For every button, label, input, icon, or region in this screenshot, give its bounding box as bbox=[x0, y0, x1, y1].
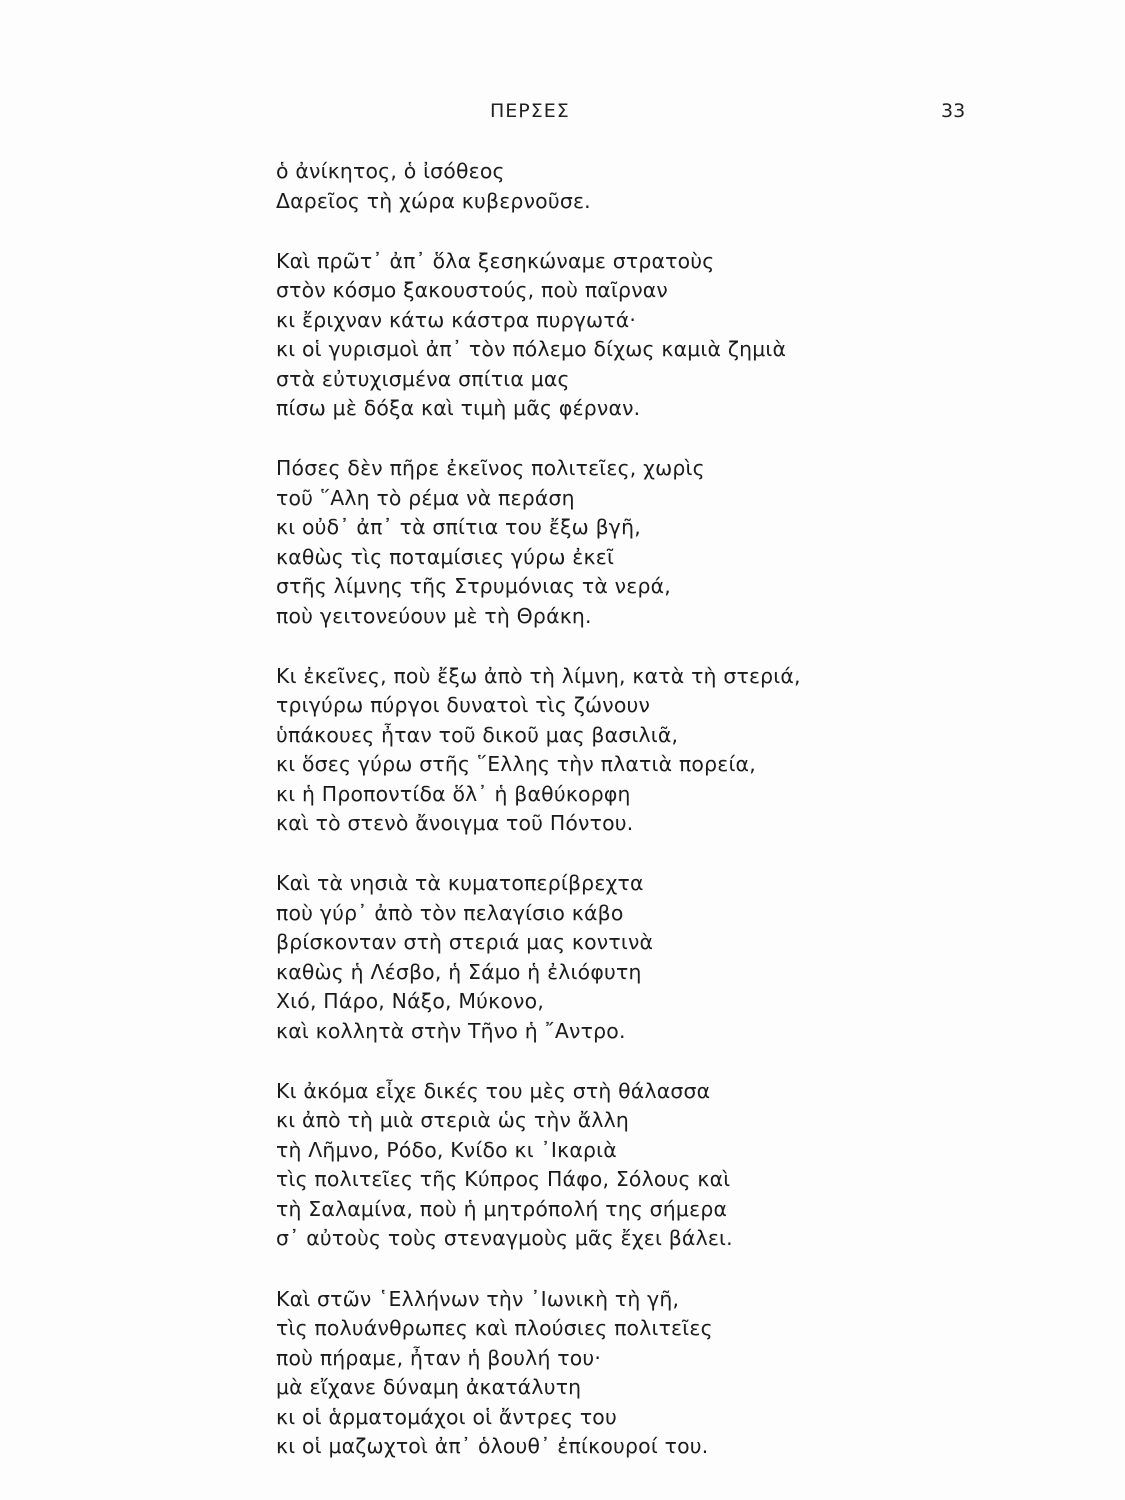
poem-line: καὶ κολλητὰ στὴν Τῆνο ἡ ῎Αντρο. bbox=[276, 1018, 626, 1043]
poem-line: τοῦ ῞Αλη τὸ ρέμα νὰ περάση bbox=[276, 485, 575, 510]
poem-line: μὰ εἴχανε δύναμη ἀκατάλυτη bbox=[276, 1375, 582, 1400]
poem-line: πίσω μὲ δόξα καὶ τιμὴ μᾶς φέρναν. bbox=[276, 396, 641, 421]
poem-line: Καὶ στῶν ῾Ελλήνων τὴν ᾿Ιωνικὴ τὴ γῆ, bbox=[276, 1286, 680, 1311]
stanza bbox=[276, 247, 916, 424]
poem-line: Καὶ τὰ νησιὰ τὰ κυματοπερίβρεχτα bbox=[276, 871, 644, 896]
poem-line: καθὼς τὶς ποταμίσιες γύρω ἐκεῖ bbox=[276, 544, 615, 569]
poem-line: βρίσκονταν στὴ στεριά μας κοντινὰ bbox=[276, 930, 654, 955]
running-title: ΠΕΡΣΕΣ bbox=[490, 100, 570, 122]
poem-line: Κι ἀκόμα εἶχε δικές του μὲς στὴ θάλασσα bbox=[276, 1078, 711, 1103]
stanza bbox=[276, 869, 916, 1046]
poem-line: σ᾿ αὐτοὺς τοὺς στεναγμοὺς μᾶς ἔχει βάλει. bbox=[276, 1226, 733, 1251]
poem-line: στῆς λίμνης τῆς Στρυμόνιας τὰ νερά, bbox=[276, 574, 671, 599]
poem-line: Δαρεῖος τὴ χώρα κυβερνοῦσε. bbox=[276, 188, 591, 213]
poem-line: κι ἔριχναν κάτω κάστρα πυργωτά· bbox=[276, 307, 637, 332]
stanza bbox=[276, 157, 916, 216]
poem-line: ὁ ἀνίκητος, ὁ ἰσόθεος bbox=[276, 159, 505, 183]
poem-line: τὶς πολυάνθρωπες καὶ πλούσιες πολιτεῖες bbox=[276, 1316, 713, 1341]
poem-line: στὸν κόσμο ξακουστούς, ποὺ παῖρναν bbox=[276, 278, 669, 303]
stanza bbox=[276, 454, 916, 631]
poem-line: κι οὐδ᾿ ἀπ᾿ τὰ σπίτια του ἔξω βγῆ, bbox=[276, 515, 641, 540]
poem-line: τριγύρω πύργοι δυνατοὶ τὶς ζώνουν bbox=[276, 693, 651, 718]
poem-line: τὴ Σαλαμίνα, ποὺ ἡ μητρόπολή της σήμερα bbox=[276, 1196, 728, 1221]
poem-line: Πόσες δὲν πῆρε ἐκεῖνος πολιτεῖες, χωρὶς bbox=[276, 456, 705, 481]
stanza bbox=[276, 662, 916, 839]
poem-line: Κι ἐκεῖνες, ποὺ ἔξω ἀπὸ τὴ λίμνη, κατὰ τὴ στεριά, bbox=[276, 663, 801, 688]
poem-line: καθὼς ἡ Λέσβο, ἡ Σάμο ἡ ἐλιόφυτη bbox=[276, 959, 642, 984]
poem-line: ποὺ γύρ᾿ ἀπὸ τὸν πελαγίσιο κάβο bbox=[276, 900, 624, 925]
poem-line: ὑπάκουες ἦταν τοῦ δικοῦ μας βασιλιᾶ, bbox=[276, 722, 679, 747]
poem-line: Καὶ πρῶτ᾿ ἀπ᾿ ὅλα ξεσηκώναμε στρατοὺς bbox=[276, 248, 715, 273]
poem-line: τὶς πολιτεῖες τῆς Κύπρος Πάφο, Σόλους καὶ bbox=[276, 1167, 731, 1192]
poem-line: κι οἱ γυρισμοὶ ἀπ᾿ τὸν πόλεμο δίχως καμιὰ ζημιὰ bbox=[276, 337, 787, 362]
poem-line: κι ὅσες γύρω στῆς ῞Ελλης τὴν πλατιὰ πορεία, bbox=[276, 752, 756, 777]
poem-line: τὴ Λῆμνο, Ρόδο, Κνίδο κι ᾿Ικαριὰ bbox=[276, 1137, 617, 1162]
poem-line: Χιό, Πάρο, Νάξο, Μύκονο, bbox=[276, 989, 544, 1014]
poem-line: κι οἱ ἁρματομάχοι οἱ ἄντρες του bbox=[276, 1404, 617, 1429]
poem-line: ποὺ γειτονεύουν μὲ τὴ Θράκη. bbox=[276, 603, 592, 628]
poem-line: ποὺ πήραμε, ἦταν ἡ βουλή του· bbox=[276, 1345, 602, 1370]
stanza bbox=[276, 1285, 916, 1462]
stanza bbox=[276, 1077, 916, 1254]
poem-line: κι ἡ Προποντίδα ὅλ᾿ ἡ βαθύκορφη bbox=[276, 781, 631, 806]
running-head bbox=[0, 100, 1125, 130]
poem-line: κι ἀπὸ τὴ μιὰ στεριὰ ὡς τὴν ἄλλη bbox=[276, 1108, 630, 1133]
poem-line: κι οἱ μαζωχτοὶ ἀπ᾿ ὁλουθ᾿ ἐπίκουροί του. bbox=[276, 1434, 709, 1459]
poem-line: στὰ εὐτυχισμένα σπίτια μας bbox=[276, 366, 570, 391]
poem-text bbox=[276, 157, 916, 1462]
page-number: 33 bbox=[941, 100, 966, 122]
poem-line: καὶ τὸ στενὸ ἄνοιγμα τοῦ Πόντου. bbox=[276, 811, 634, 836]
